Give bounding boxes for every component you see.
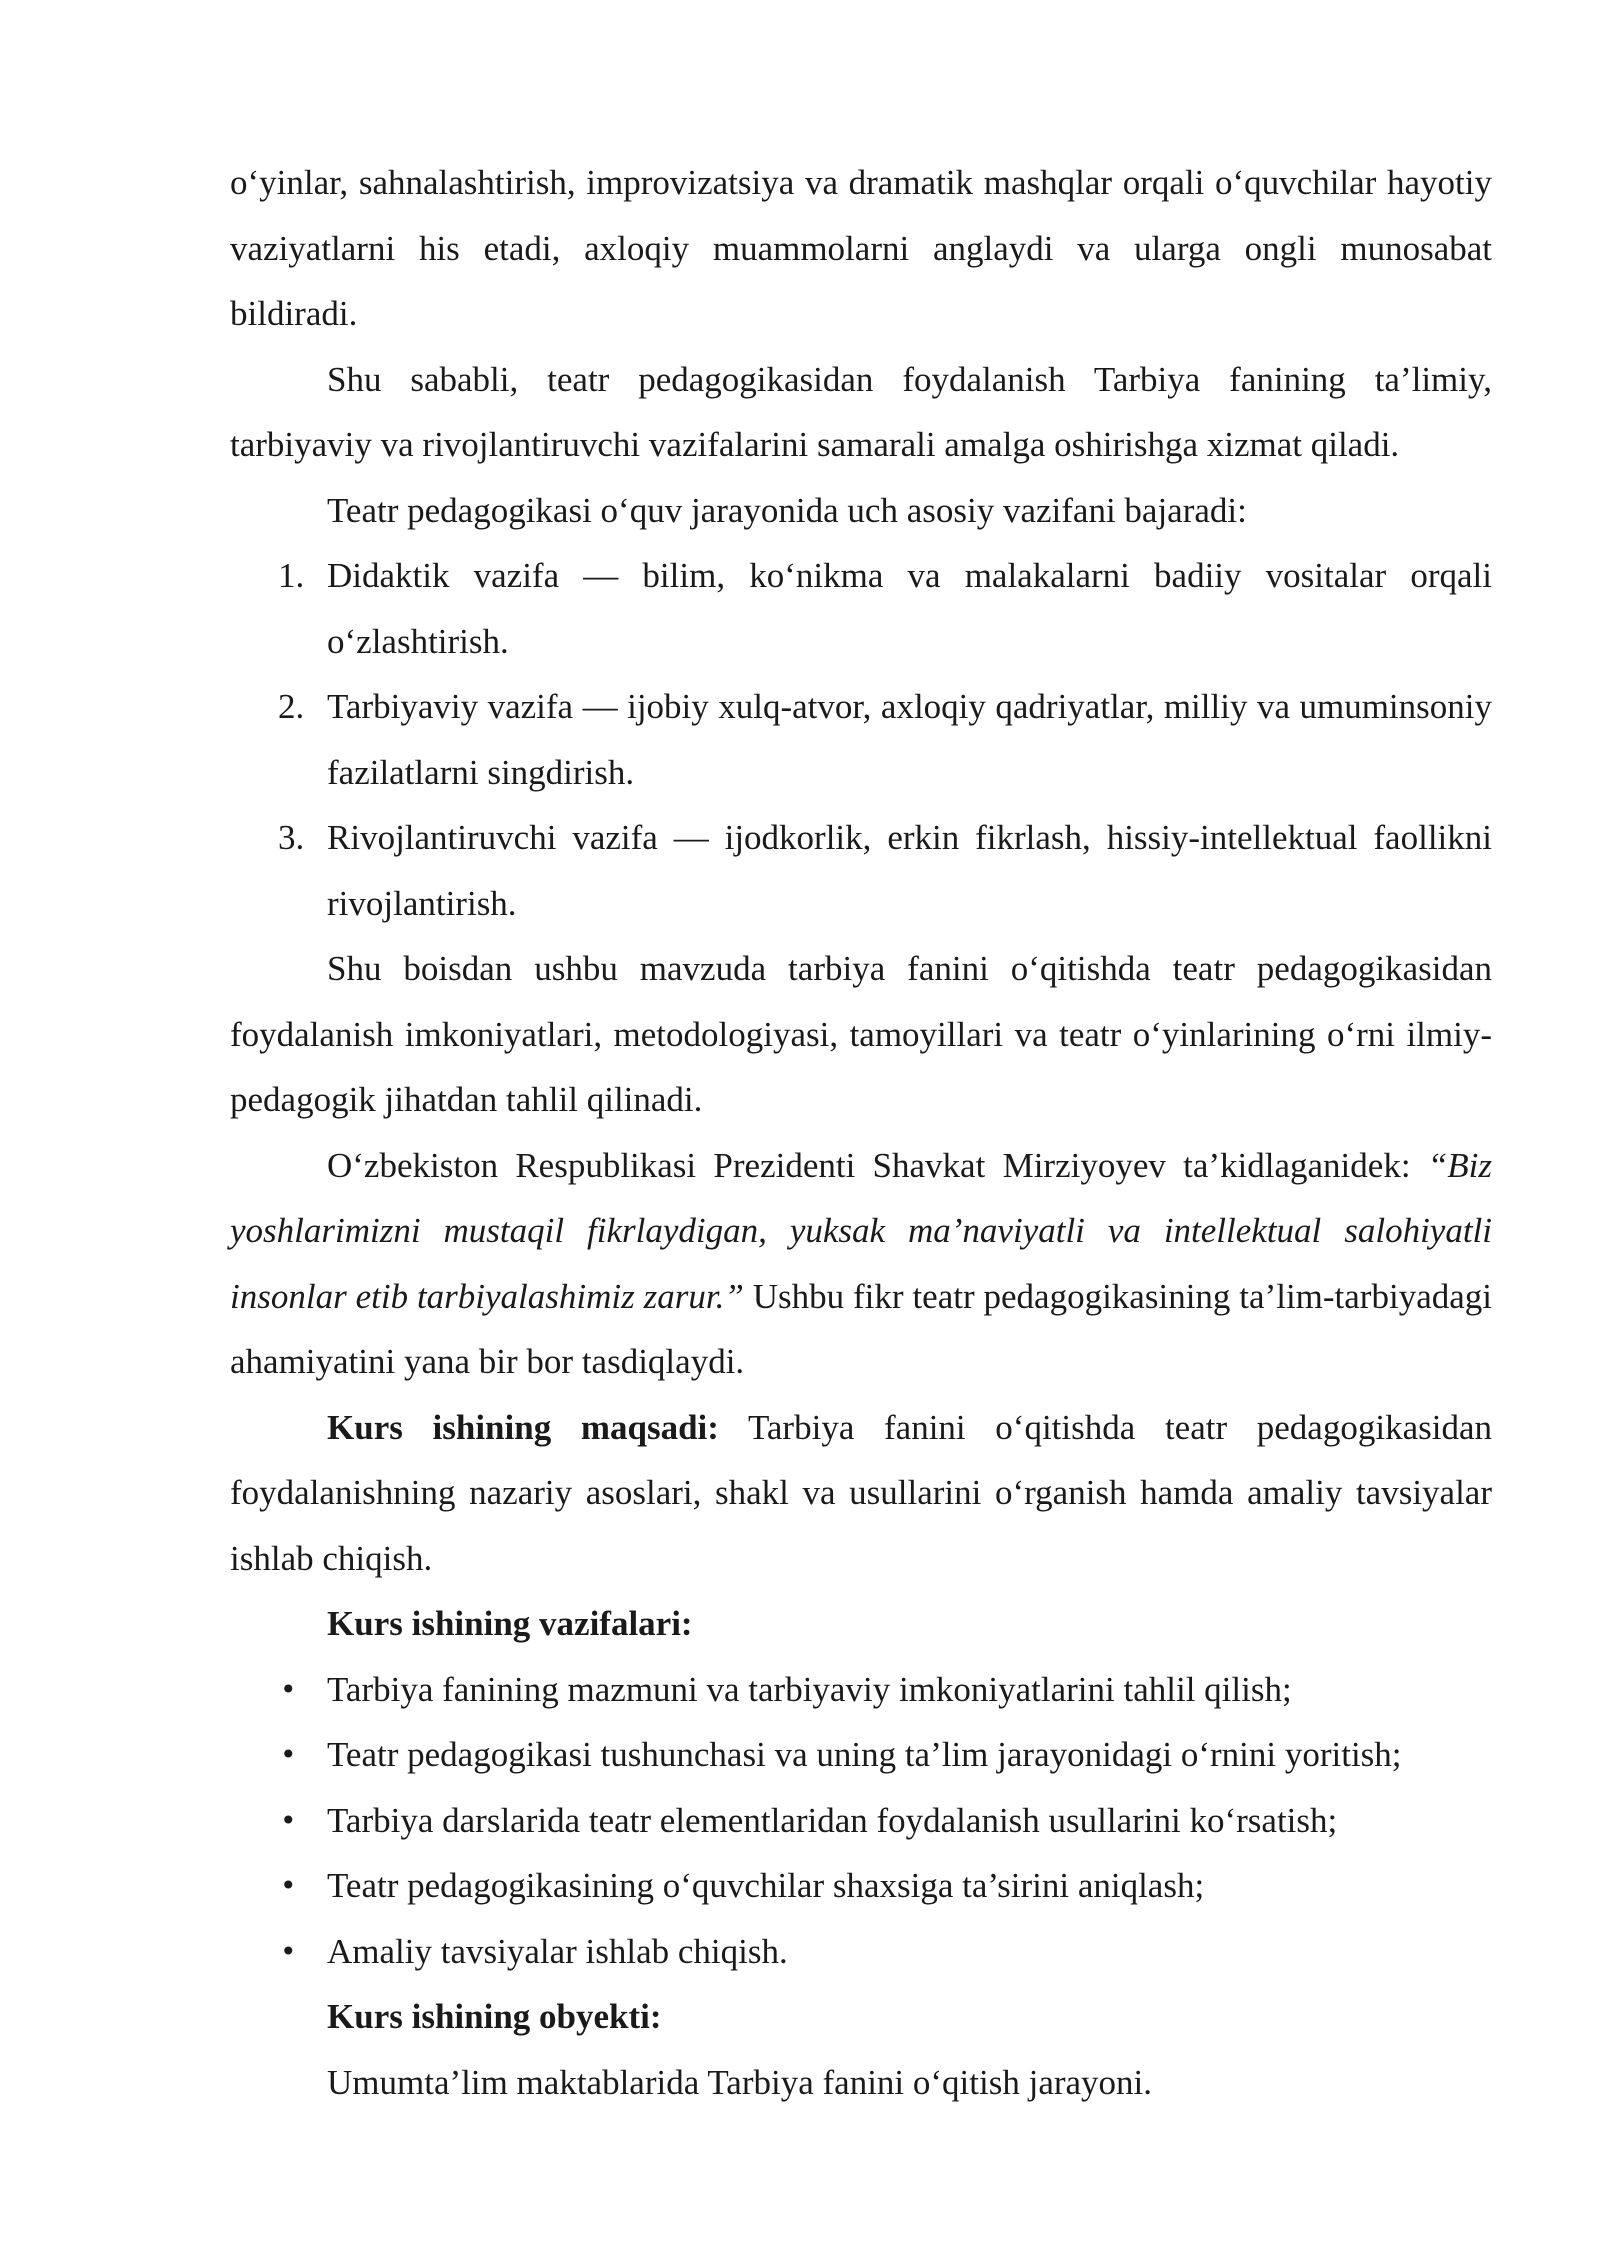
list-item-text: Didaktik vazifa — bilim, ko‘nikma va malakalarni badiiy vositalar orqali o‘zlashtirish.: [327, 556, 1492, 661]
bullet-icon: •: [280, 1738, 297, 1771]
goal-paragraph: [230, 1395, 1492, 1592]
list-item: [230, 543, 1492, 674]
list-item: [230, 1788, 1492, 1854]
list-item: [230, 674, 1492, 805]
quote-paragraph: [230, 1133, 1492, 1395]
object-heading: [230, 1984, 1492, 2050]
intro-paragraph: o‘yinlar, sahnalashtirish, improvizatsiya va dramatik mashqlar orqali o‘quvchilar hayotiy vaziyatlarni his etadi, axloqiy muammolarni anglaydi va ularga ongli munosabat bildiradi.: [230, 163, 1492, 333]
list-item-text: Tarbiya fanining mazmuni va tarbiyaviy imkoniyatlarini tahlil qilish;: [327, 1669, 1292, 1709]
tasks-list: [230, 543, 1492, 936]
list-item: [230, 1919, 1492, 1985]
bullet-icon: •: [280, 1803, 297, 1837]
bullet-icon: •: [280, 1672, 297, 1706]
bullet-icon: •: [280, 1934, 297, 1968]
list-item-text: Teatr pedagogikasining o‘quvchilar shaxsiga ta’sirini aniqlash;: [327, 1866, 1205, 1905]
therefore-paragraph: Shu boisdan ushbu mavzuda tarbiya fanini o‘qitishda teatr pedagogikasidan foydalanish imkoniyatlari, metodologiyasi, tamoyillari va teatr o‘yinlarining o‘rni ilmiy-pedagogik jihatdan tahlil qilinadi.: [230, 949, 1492, 1119]
list-number: 1.: [278, 556, 305, 595]
tasks-intro-paragraph: Teatr pedagogikasi o‘quv jarayonida uch asosiy vazifani bajaradi:: [327, 490, 1247, 530]
list-item: [230, 1657, 1492, 1723]
president-quote: “Biz yoshlarimizni mustaqil fikrlaydigan, yuksak ma’naviyatli va intellektual salohiyatli insonlar etib tarbiyalashimiz zarur.”: [230, 1145, 1492, 1316]
object-text: Umumta’lim maktablarida Tarbiya fanini o‘qitish jarayoni.: [327, 2062, 1153, 2102]
quote-lead: O‘zbekiston Respublikasi Prezidenti Shavkat Mirziyoyev ta’kidlaganidek:: [327, 1145, 1428, 1185]
bullet-icon: •: [280, 1869, 297, 1902]
list-item-text: Tarbiya darslarida teatr elementlaridan foydalanish usullarini ko‘rsatish;: [327, 1800, 1338, 1840]
list-item-text: Amaliy tavsiyalar ishlab chiqish.: [327, 1931, 788, 1971]
object-label: Kurs ishining obyekti:: [327, 1997, 662, 2036]
objectives-list: [230, 1657, 1492, 1985]
objectives-heading: [230, 1591, 1492, 1657]
list-item: [230, 805, 1492, 936]
goal-text: Tarbiya fanini o‘qitishda teatr pedagogikasidan foydalanishning nazariy asoslari, shakl va usullarini o‘rganish hamda amaliy tavsiyalar ishlab chiqish.: [230, 1407, 1492, 1578]
list-item-text: Rivojlantiruvchi vazifa — ijodkorlik, erkin fikrlash, hissiy-intellektual faollikni rivojlantirish.: [327, 818, 1492, 923]
list-item-text: Tarbiyaviy vazifa — ijobiy xulq-atvor, axloqiy qadriyatlar, milliy va umuminsoniy fazilatlarni singdirish.: [327, 687, 1492, 792]
list-item-text: Teatr pedagogikasi tushunchasi va uning ta’lim jarayonidagi o‘rnini yoritish;: [327, 1735, 1402, 1774]
list-number: 3.: [278, 818, 305, 857]
list-number: 2.: [278, 687, 305, 726]
list-item: [230, 1722, 1492, 1788]
list-item: [230, 1853, 1492, 1919]
quote-tail: Ushbu fikr teatr pedagogikasining ta’lim-tarbiyadagi ahamiyatini yana bir bor tasdiqlaydi.: [230, 1276, 1492, 1381]
document-page: [230, 150, 1492, 2115]
objectives-label: Kurs ishining vazifalari:: [327, 1604, 693, 1643]
reason-paragraph: Shu sababli, teatr pedagogikasidan foydalanish Tarbiya fanining ta’limiy, tarbiyaviy va rivojlantiruvchi vazifalarini samarali amalga oshirishga xizmat qiladi.: [230, 359, 1492, 464]
goal-label: Kurs ishining maqsadi:: [327, 1407, 719, 1447]
